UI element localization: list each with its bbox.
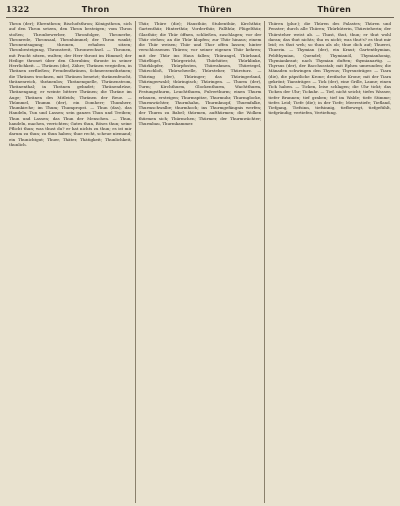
text-columns [6,21,394,503]
column-text: Thür, Thüre (die); Hausthür, Stubenthür, Kirchthür, Gartenthür, Hinterthür, Vorderthür, Fallthür, Flügelthür, Glasthür; die Thür öffnen, schließen, zuschlagen; vor der Thür stehen; an die Thür klopfen; zur Thür hinaus; einem die Thür weisen; Thür und Thor offen lassen; hinter verschlossenen Thüren; vor seiner eigenen Thür kehren; mit der Thür ins Haus fallen; Thürangel, Thürband, Thürflügel, Thürgericht, Thürhüter, Thürklinke, Thürklopfer, Thürpfosten, Thürrahmen, Thürriegel, Thürschloß, Thürschwelle, Thürsteher, Thürsturz. — Thüring (der), Thüringer; das Thüringerland, Thüringerwald; thüringisch; Thüringen. — Thurm (der), Turm; Kirchthurm, Glockenthurm, Wachtthurm, Festungsthurm, Leuchtthurm, Pulverthurm; einen Thurm erbauen, ersteigen; Thurmspitze, Thurmuhr, Thurmglocke, Thurmwächter, Thurmhahn, Thurmknopf, Thurmfalke, Thurmschwalbe; thurmhoch; ins Thurmgefängnis werfen; der Thurm zu Babel; thürmen, aufthürmen; die Wolken thürmen sich; Thürmchen; Thürmer, der Thurmwächter; Thurmbau, Thurmkammer. [138,21,262,126]
headword-left: Thron [81,5,110,14]
column-middle [135,21,265,503]
column-left [6,21,135,503]
running-header [6,4,394,18]
column-text: Thron (der); Ehrenthron; Bischofsthron; Königsthron, sich auf den Thron setzen, den Thron besteigen; vom Thron stoßen; Thronbewerber, Thronfolger, Thronerbe, Thronrede, Thronsaal, Thronhimmel; der Thron wankt; Thronentsagung; thronen, erhaben sitzen; Thronbesteigung, Thronstreit, Thronwechsel. — Thronen, mit Pracht sitzen, walten; der Herr thront im Himmel; der Heilige thronet über den Cherubim; thronte in seiner Herrlichkeit. — Thränen (die), Zähre; Thränen vergießen, in Thränen zerfließen; Freudenthränen, Schmerzensthränen; die Thränen trocknen, mit Thränen benetzt; thränenfeucht, thränenreich, thränenlos; Thränenquelle, Thränenstrom, Thränenthal; in Thränen gebadet; Thränendrüse, Thränengang; er weinte bittere Thränen; die Thräne im Auge; Thränen des Mitleids; Thränen der Reue. — Thümmel, Thumm (der), ein Domherr; Thumherr, Thumkirche; im Thum; Thumpropst. — Thun (das), das Handeln, Tun und Lassen; sein ganzes Thun und Treiben; Thun und Lassen; das Thun der Menschen. — Thun, handeln, machen, verrichten; Gutes thun, Böses thun; seine Pflicht thun; was thust du? er hat nichts zu thun; es ist mir darum zu thun; zu thun haben; thue recht, scheue niemand; ein Thunichtgut; Thuer, Thäter, Thätigkeit; Thunlichkeit, thunlich. [9,21,132,147]
column-right [264,21,394,503]
headword-middle: Thüren [198,5,232,14]
headword-right: Thüren [317,5,352,14]
page-number: 1322 [6,4,30,14]
column-text: Thüren (plur.); die Thüren des Palastes; Thüren und Fenster; durch alle Thüren; Thürhüterin, Thürsteherin; der Thürsteher weist ab. — Thust, thut, thun; er thut wohl daran; das thut nichts; thu es nicht; was thut's? es thut mir leid; es thut weh; so thun als ob; thue dich auf; Thuerei, Thuerin. — Thymian (der), ein Kraut; Gartenthymian, Feldthymian, Quendel; Thymianöl, Thymianhonig, Thymiankraut; nach Thymian duften; thymianartig. — Thyrsus (der), der Bacchusstab; mit Epheu umwunden; die Mänaden schwingen den Thyrsus; Thyrsusträger. — Tiara (die), die päpstliche Krone; dreifache Krone; mit der Tiara gekrönt; Tiaraträger. — Tick (der), eine Grille, Laune; einen Tick haben. — Ticken, leise schlagen; die Uhr tickt; das Ticken der Uhr; Tickuhr. — Tief, nicht seicht; tiefes Wasser, tiefer Brunnen; tief graben; tief im Walde; tiefe Stimme; tiefes Leid; Tiefe (die); in der Tiefe; Meerestiefe; Tiefland, Tiefgang, Tiefsinn, tiefsinnig, tiefbewegt, tiefgefühlt, tiefgründig; vertiefen, Vertiefung. [268,21,392,116]
